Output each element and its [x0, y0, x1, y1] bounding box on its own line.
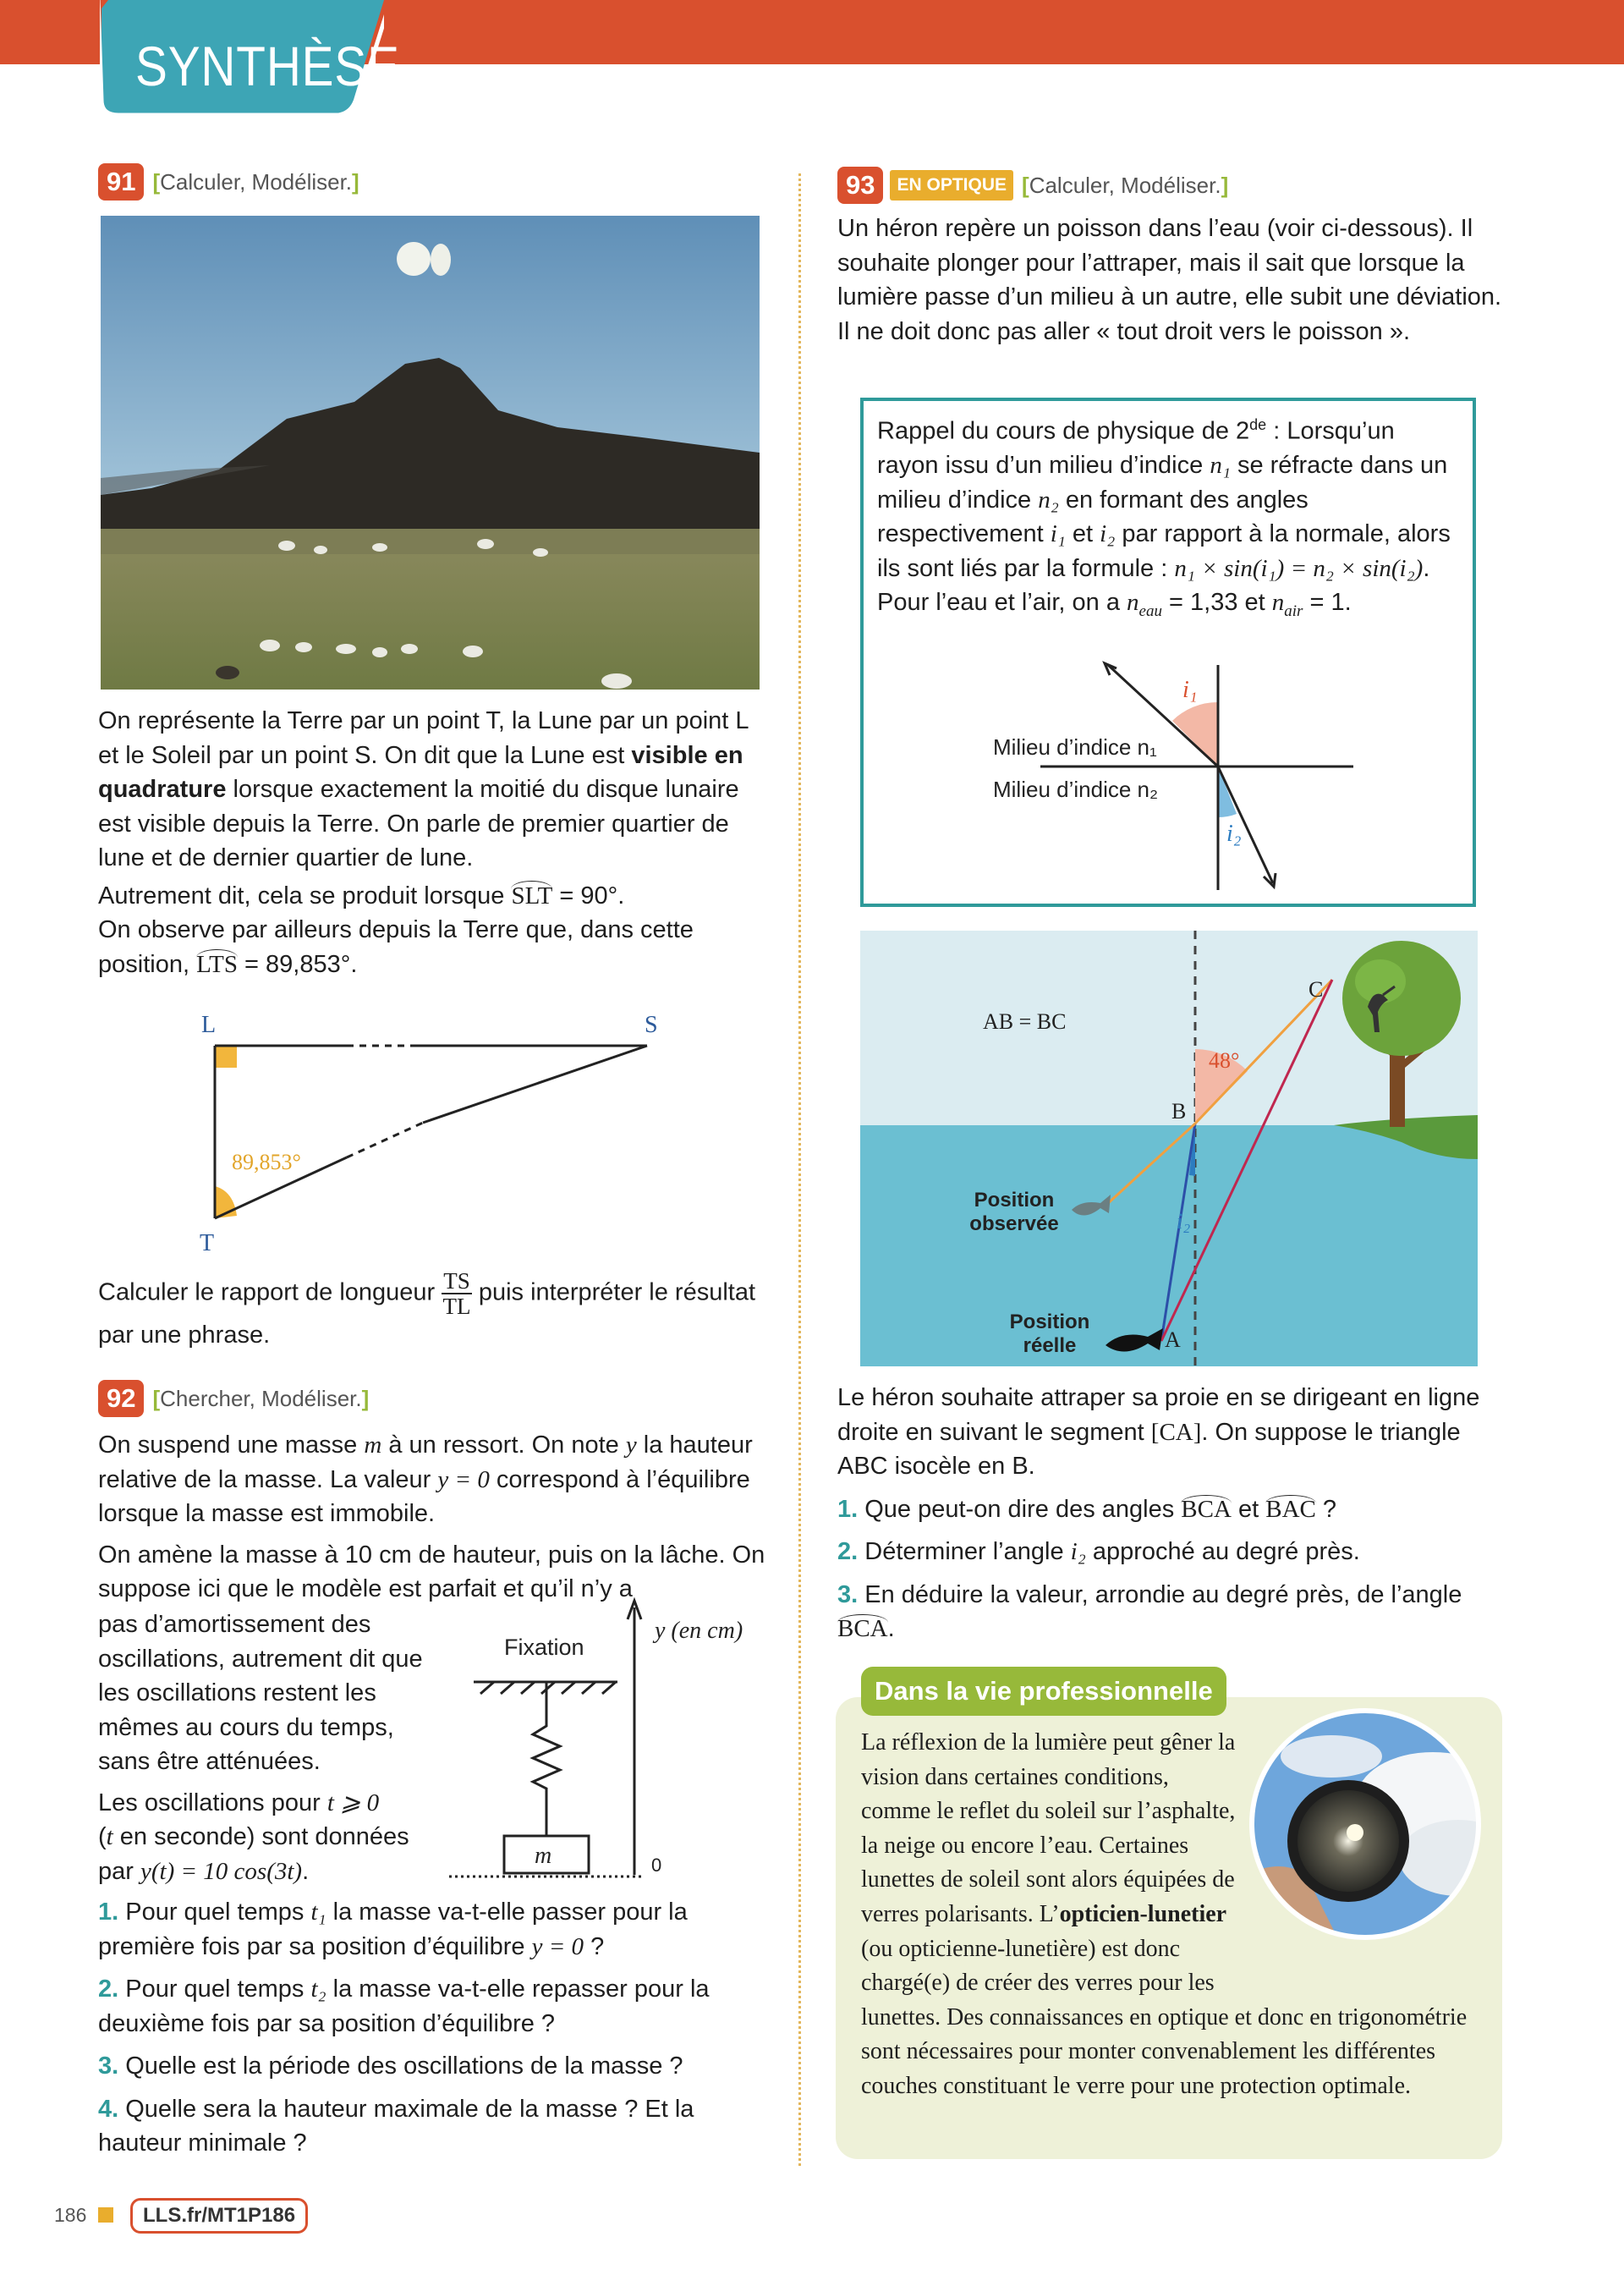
medium-2-label: Milieu d’indice n₂: [993, 777, 1159, 802]
point-L-label: L: [201, 1012, 217, 1038]
refraction-figure: [973, 660, 1362, 897]
point-S-label: S: [645, 1012, 658, 1038]
spring-figure: [448, 1574, 770, 1878]
paragraph: On observe par ailleurs depuis la Terre que, dans cette position, LTS = 89,853°.: [98, 916, 694, 978]
point-C-label: C: [1309, 977, 1324, 1002]
exercise-93-intro: [837, 212, 1514, 349]
y-axis-label: y (en cm): [655, 1618, 743, 1644]
physics-reminder-text: [877, 408, 1461, 629]
paragraph: Rappel du cours de physique de 2de : Lorsqu’un rayon issu d’un milieu d’indice n₁ se réfracte dans un milieu d’indice n₂ en formant des angles respectivement i₁ et i₂ par rapport à la normale, alors ils sont liés par la formule : n₁ × sin(i₁) = n₂ × sin(i₂). Pour l’eau et l’air, on a $n_{eau} = 1,33$ et $n_{air} = 1$.: [877, 416, 1451, 620]
exercise-91-header: [98, 163, 359, 201]
landscape-photo: [101, 216, 760, 690]
exercise-93-header: [837, 167, 1228, 204]
angle-48-label: 48°: [1209, 1048, 1240, 1073]
heron-scene: [860, 931, 1478, 1366]
exercise-91-text: [98, 704, 766, 981]
exercise-tag: EN OPTIQUE: [890, 170, 1013, 201]
i2-label: i₂: [1177, 1209, 1191, 1234]
question-4: 4. Quelle sera la hauteur maximale de la masse ? Et la hauteur minimale ?: [98, 2095, 694, 2157]
professional-label: Dans la vie professionnelle: [861, 1667, 1226, 1716]
angle-label: 89,853°: [232, 1150, 301, 1174]
point-B-label: B: [1171, 1099, 1187, 1124]
fixation-label: Fixation: [504, 1635, 584, 1660]
page-number: 186: [54, 2204, 87, 2226]
exercise-92-questions: [98, 1895, 775, 2161]
footer-marker: [98, 2207, 113, 2223]
i2-label: i₂: [1226, 821, 1242, 847]
exercise-number: 91: [98, 163, 144, 201]
real-position-label: Position réelle: [1009, 1311, 1090, 1357]
question-3: 3. En déduire la valeur, arrondie au degré près, de l’angle BCA.: [837, 1580, 1462, 1642]
zero-label: 0: [651, 1855, 662, 1876]
question-2: 2. Pour quel temps t₂ la masse va-t-elle repasser pour la deuxième fois par sa position d’équilibre ?: [98, 1976, 710, 2037]
paragraph: pas d’amortissement des oscillations, autrement dit que les oscillations restent les mêmes au cours du temps, sans être atténuées.: [98, 1611, 423, 1775]
paragraph: Les oscillations pour t ⩾ 0 (t en seconde) sont données par y(t) = 10 cos(3t).: [98, 1789, 409, 1885]
exercise-skills: [Calculer, Modéliser.]: [1022, 172, 1229, 198]
footer-link[interactable]: LLS.fr/MT1P186: [130, 2198, 308, 2234]
exercise-skills: [Chercher, Modéliser.]: [152, 1385, 370, 1411]
medium-1-label: Milieu d’indice n₁: [993, 734, 1157, 760]
question-1: 1. Que peut-on dire des angles BCA et BAC ?: [837, 1495, 1337, 1523]
point-A-label: A: [1165, 1327, 1181, 1352]
exercise-92-header: [98, 1380, 369, 1417]
observed-position-label: Position observée: [969, 1189, 1059, 1235]
exercise-91-question: [98, 1269, 766, 1353]
exercise-skills: [Calculer, Modéliser.]: [152, 168, 359, 195]
paragraph: On amène la masse à 10 cm de hauteur, puis on la lâche. On suppose ici que le modèle est parfait et qu’il n’y a: [98, 1541, 765, 1602]
exercise-number: 92: [98, 1380, 144, 1417]
exercise-92-text-narrow: [98, 1607, 436, 1888]
question-2: 2. Déterminer l’angle i₂ approché au degré près.: [837, 1538, 1360, 1565]
triangle-figure: [169, 998, 694, 1261]
professional-paragraph: La réflexion de la lumière peut gêner la vision dans certaines conditions, comme le reflet du soleil sur l’asphalte, la neige ou encore l’eau. Certaines lunettes de soleil sont alors équipées de verres polarisants. L’opticien-lunetier (ou opticienne-lunetière) est donc chargé(e) de créer des verres pour les lunettes. Des connaissances en optique et donc en trigonométrie sont nécessaires pour monter convenablement les différentes couches constituant le verre pour une protection optimale.: [861, 1729, 1468, 2099]
paragraph: On représente la Terre par un point T, la Lune par un point L et le Soleil par un point S. On dit que la Lune est visible en quadrature lorsque exactement la moitié du disque lunaire est visible depuis la Terre. On parle de premier quartier de lune et de dernier quartier de lune.: [98, 707, 749, 871]
paragraph: Un héron repère un poisson dans l’eau (voir ci-dessous). Il souhaite plonger pour l’attraper, mais il sait que lorsque la lumière passe d’un milieu à un autre, elle subit une déviation. Il ne doit donc pas aller « tout droit vers le poisson ».: [837, 215, 1502, 345]
section-title: SYNTHÈSE: [135, 35, 400, 97]
ab-bc-label: AB = BC: [983, 1009, 1067, 1034]
paragraph: Le héron souhaite attraper sa proie en se dirigeant en ligne droite en suivant le segment [CA]. On suppose le triangle ABC isocèle en B.: [837, 1384, 1480, 1480]
exercise-93-text: [837, 1381, 1514, 1646]
question-3: 3. Quelle est la période des oscillations de la masse ?: [98, 2052, 683, 2080]
mass-label: m: [535, 1843, 552, 1869]
paragraph: On suspend une masse m à un ressort. On note y la hauteur relative de la masse. La valeur y = 0 correspond à l’équilibre lorsque la masse est immobile.: [98, 1431, 753, 1527]
question: Calculer le rapport de longueur $\frac{TS}{TL}$ puis interpréter le résultat par une phrase.: [98, 1268, 756, 1349]
point-T-label: T: [200, 1230, 215, 1256]
paragraph: Autrement dit, cela se produit lorsque SLT = 90°.: [98, 882, 625, 909]
exercise-number: 93: [837, 167, 883, 204]
column-divider: [798, 173, 801, 2166]
question-1: 1. Pour quel temps t₁ la masse va-t-elle passer pour la première fois par sa position d’équilibre y = 0 ?: [98, 1899, 688, 1960]
i1-label: i₁: [1182, 677, 1198, 703]
